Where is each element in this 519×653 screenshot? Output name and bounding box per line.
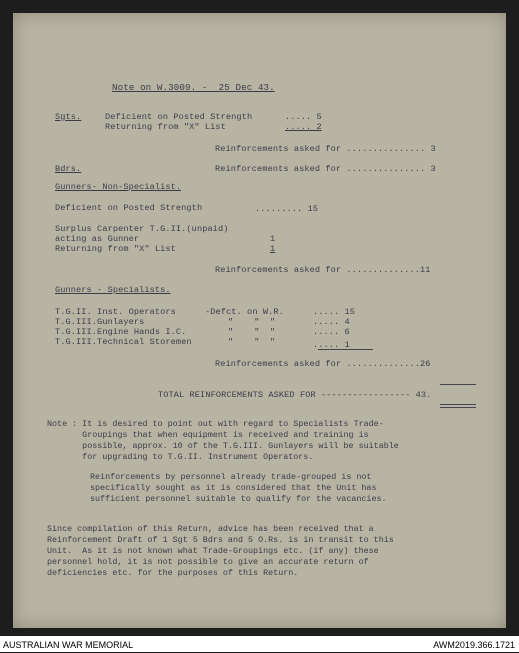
reinforcement-paragraph: Reinforcements by personnel already trade-grouped is not specifically sought as it is considered that the Unit has sufficient personnel suitable to qualify for the vacancies. (90, 472, 387, 504)
spec-row-4-name: T.G.III.Technical Storemen (55, 337, 192, 347)
note-paragraph: Note : It is desired to point out with regard to Specialists Trade- Groupings that when equipment is received and training is possible, approx. 10 of the T.G.III. Gunlayers will be suitable for upgrading to T.G.II. Instrument Operators. (47, 419, 399, 462)
total-bottom-line-2 (440, 407, 476, 408)
spec-row-4-value: ..... 1 (313, 340, 350, 350)
gunners-ns-row1-value: ......... 15 (255, 204, 319, 214)
spec-row-2-value: ..... 4 (313, 317, 350, 327)
sgts-row2-value: ..... 2 (285, 122, 322, 132)
sgts-row2: Returning from "X" List (105, 122, 226, 132)
total-reinforcements: TOTAL REINFORCEMENTS ASKED FOR ----------------- 43. (158, 390, 432, 400)
gunners-ns-row2a: Surplus Carpenter T.G.II.(unpaid) (55, 224, 229, 234)
gunners-ns-row3-value: 1 (270, 244, 276, 254)
sgts-reinforcements: Reinforcements asked for ............... 3 (215, 144, 436, 154)
compilation-paragraph: Since compilation of this Return, advice has been received that a Reinforcement Draft of 1 Sgt 5 Bdrs and 5 O.Rs. is in transit to this Unit. As it is not known what Trade-Groupings etc. (if any) these personnel hold, it is not possible to give an accurate return of deficiencies etc. for the purposes of this Return. (47, 524, 394, 578)
spec-sum-line (318, 349, 373, 350)
gunners-ns-row1: Deficient on Posted Strength (55, 203, 203, 213)
spec-row-3-value: ..... 6 (313, 327, 350, 337)
footer-source: AUSTRALIAN WAR MEMORIAL (3, 640, 134, 650)
spec-row-1-name: T.G.II. Inst. Operators (55, 307, 176, 317)
gunners-ns-row2b: acting as Gunner (55, 234, 140, 244)
gunners-non-specialist-label: Gunners- Non-Specialist. (55, 182, 182, 192)
bdrs-reinforcements: Reinforcements asked for ............... 3 (215, 164, 436, 174)
gunners-s-reinforcements: Reinforcements asked for ..............26 (215, 359, 431, 369)
sgts-row1-value: ..... 5 (285, 112, 322, 122)
spec-row-1-note: -Defct. on W.R. (205, 307, 284, 317)
spec-row-3-name: T.G.III.Engine Hands I.C. (55, 327, 187, 337)
spec-row-3-note: " " " (228, 327, 276, 337)
spec-row-1-value: ..... 15 (313, 307, 356, 317)
gunners-ns-reinforcements: Reinforcements asked for ..............11 (215, 265, 431, 275)
total-top-line (440, 384, 476, 385)
spec-row-2-note: " " " (228, 317, 276, 327)
bdrs-label: Bdrs. (55, 164, 82, 174)
gunners-specialists-label: Gunners - Specialists. (55, 285, 171, 295)
gunners-ns-row3: Returning from "X" List (55, 244, 176, 254)
total-bottom-line-1 (440, 404, 476, 405)
footer-accession-number: AWM2019.366.1721 (433, 640, 515, 650)
sgts-label: Sgts. (55, 112, 82, 122)
gunners-ns-row2-value: 1 (270, 234, 276, 244)
spec-row-4-note: " " " (228, 337, 276, 347)
note-heading: Note on W.3009. - 25 Dec 43. (112, 82, 275, 93)
spec-row-2-name: T.G.III.Gunlayers (55, 317, 145, 327)
sgts-row1: Deficient on Posted Strength (105, 112, 253, 122)
